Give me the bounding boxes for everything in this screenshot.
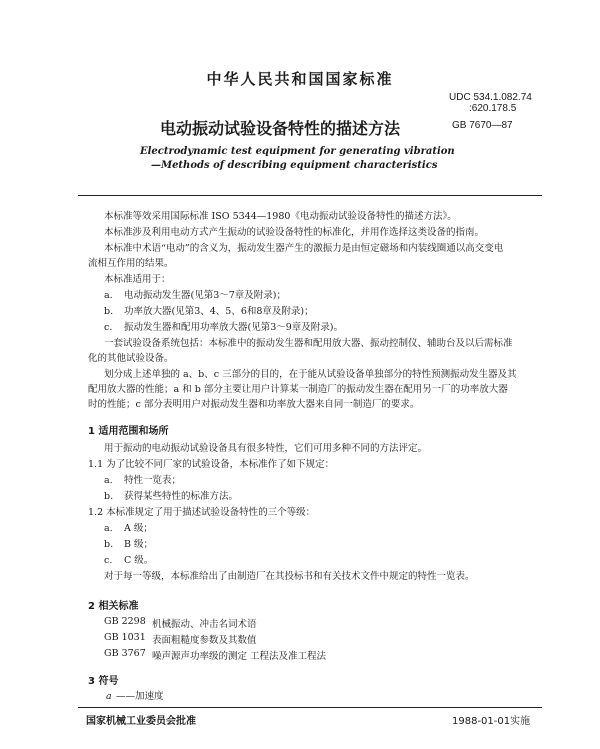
clause-1-1: 1.1 为了比较不同厂家的试验设备，本标准作了如下规定： <box>88 459 335 470</box>
approval-authority: 国家机械工业委员会批准 <box>86 716 196 727</box>
document-title-en-2: —Methods of describing equipment characteristics <box>151 160 438 171</box>
intro-paragraph-cont: 配用放大器的性能；a 和 b 部分主要让用户计算某一制造厂的振动发生器在配用另一厂的功率放大器 <box>88 384 508 395</box>
reference-title: 噪声源声功率级的测定 工程法及准工程法 <box>152 651 327 662</box>
section-heading: 2 相关标准 <box>88 601 139 612</box>
intro-paragraph-cont: 流相互作用的结果。 <box>88 258 174 269</box>
section-heading: 3 符号 <box>88 676 119 687</box>
document-title-cn: 电动振动试验设备特性的描述方法 <box>159 119 400 138</box>
list-item: 电动振动发生器(见第3～7章及附录)； <box>124 290 287 301</box>
symbol: a <box>106 691 112 702</box>
gb-code: GB 7670—87 <box>452 120 513 131</box>
list-item-label: c. <box>104 322 113 333</box>
reference-code: GB 2298 <box>104 616 146 627</box>
section-paragraph: 用于振动的电动振动试验设备具有很多特性，它们可用多种不同的方法评定。 <box>104 443 428 454</box>
footer-divider <box>78 707 542 708</box>
list-item-label: a. <box>104 523 113 534</box>
intro-paragraph: 本标准涉及利用电动方式产生振动的试验设备特性的标准化，并用作选择这类设备的指南。 <box>104 227 485 238</box>
udc-code-line2: :620.178.5 <box>469 103 517 114</box>
list-item: 获得某些特性的标准方法。 <box>124 491 239 502</box>
symbol-definition: ——加速度 <box>116 691 164 702</box>
reference-code: GB 3767 <box>104 648 146 659</box>
reference-title: 机械振动、冲击名词术语 <box>152 619 257 630</box>
section-paragraph: 对于每一等级，本标准给出了由制造厂在其投标书和有关技术文件中规定的特性一览表。 <box>104 571 475 582</box>
list-item-label: c. <box>104 555 113 566</box>
intro-paragraph: 本标准中术语“电动”的含义为，振动发生器产生的激振力是由恒定磁场和内装线圈通以高交变电 <box>104 243 504 254</box>
clause-1-2: 1.2 本标准规定了用于描述试验设备特性的三个等级： <box>88 507 316 518</box>
effective-date: 1988-01-01实施 <box>452 716 531 727</box>
list-item: 振动发生器和配用功率放大器(见第3～9章及附录)。 <box>124 322 344 333</box>
list-item: 特性一览表； <box>124 475 182 486</box>
list-item: C 级。 <box>124 555 154 566</box>
reference-title: 表面粗糙度参数及其数值 <box>152 635 257 646</box>
intro-paragraph: 本标准适用于： <box>104 274 171 285</box>
title-divider <box>78 195 542 196</box>
section-heading: 1 适用范围和场所 <box>88 426 169 437</box>
list-item-label: b. <box>104 491 114 502</box>
reference-code: GB 1031 <box>104 632 146 643</box>
intro-paragraph-cont: 时的性能；c 部分表明用户对振动发生器和功率放大器来自同一制造厂的要求。 <box>88 399 420 410</box>
standard-title: 中华人民共和国国家标准 <box>206 70 394 88</box>
intro-paragraph: 本标准等效采用国际标准 ISO 5344—1980《电动振动试验设备特性的描述方法》。 <box>104 211 457 222</box>
intro-paragraph: 划分成上述单独的 a、b、c 三部分的目的，在于能从试验设备单独部分的特性预测振动发生器及其 <box>104 369 517 380</box>
list-item: B 级； <box>124 539 154 550</box>
document-title-en-1: Electrodynamic test equipment for generating vibration <box>140 146 455 157</box>
intro-paragraph: 一套试验设备系统包括：本标准中的振动发生器和配用放大器、振动控制仪、辅助台及以后需标准 <box>104 338 513 349</box>
list-item-label: b. <box>104 539 114 550</box>
list-item: A 级； <box>124 523 153 534</box>
udc-code: UDC 534.1.082.74 <box>449 92 532 103</box>
list-item-label: a. <box>104 475 113 486</box>
list-item-label: b. <box>104 306 114 317</box>
list-item-label: a. <box>104 290 113 301</box>
intro-paragraph-cont: 化的其他试验设备。 <box>88 353 174 364</box>
list-item: 功率放大器(见第3、4、5、6和8章及附录)； <box>124 306 314 317</box>
